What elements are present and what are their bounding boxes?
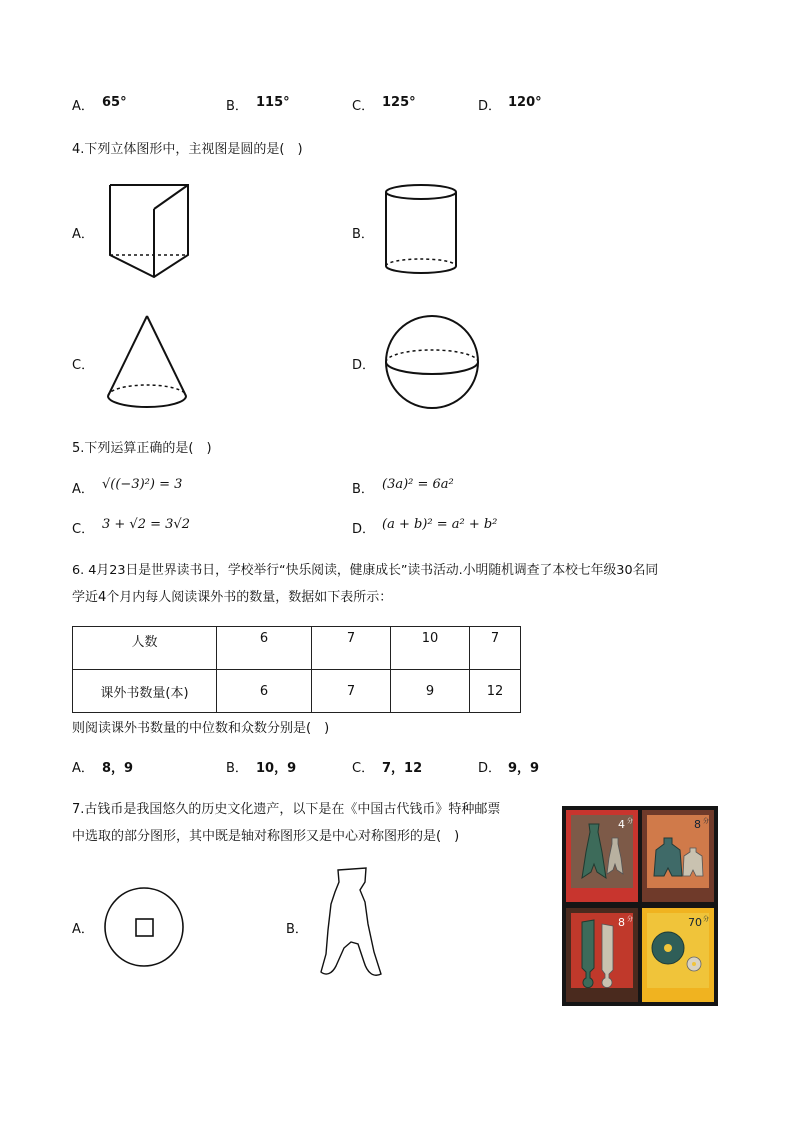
option-letter: B． <box>352 482 374 497</box>
option-text: 8，9 <box>102 761 134 776</box>
cylinder-icon <box>380 180 464 280</box>
stamp-value: 8 <box>694 818 701 831</box>
triangular-prism-icon <box>100 178 200 282</box>
table-header-cell: 人数 <box>73 627 217 670</box>
stamp-value: 70 <box>688 916 702 929</box>
table-row <box>73 670 521 713</box>
q7-stem-line2: 中选取的部分图形，其中既是轴对称图形又是中心对称图形的是( ) <box>72 829 460 844</box>
option-text: 120° <box>508 95 542 110</box>
option-letter: B． <box>226 99 248 114</box>
stamp-unit: 分 <box>627 818 634 825</box>
table-cell: 6 <box>217 627 312 670</box>
option-letter: A． <box>72 922 94 937</box>
cone-icon <box>100 310 194 414</box>
q4-stem: 4.下列立体图形中，主视图是圆的是( ) <box>72 142 303 157</box>
stamp <box>642 908 714 1002</box>
option-letter: D． <box>478 761 502 776</box>
option-letter: A． <box>72 99 94 114</box>
option-letter: D． <box>352 522 376 537</box>
math-expression: (3a)² = 6a² <box>382 477 454 492</box>
option-letter: A． <box>72 227 94 242</box>
table-cell: 9 <box>391 670 470 713</box>
math-expression: √((−3)²) = 3 <box>102 477 183 492</box>
option-text: 125° <box>382 95 416 110</box>
option-text: 7，12 <box>382 761 423 776</box>
stamp <box>642 810 714 902</box>
option-letter: B． <box>286 922 308 937</box>
stamp <box>566 908 638 1002</box>
knife-coin-icon <box>578 918 600 986</box>
option-letter: B． <box>352 227 374 242</box>
option-text: 115° <box>256 95 290 110</box>
spade-coin-outline-icon <box>318 864 388 984</box>
table-cell: 6 <box>217 670 312 713</box>
round-coin-icon <box>686 956 702 972</box>
option-letter: C． <box>72 522 95 537</box>
stamp-unit: 分 <box>627 916 634 923</box>
table-cell: 7 <box>312 670 391 713</box>
option-letter: A． <box>72 482 94 497</box>
spade-coin-icon <box>580 822 608 882</box>
table-cell: 7 <box>312 627 391 670</box>
q6-stem-line2: 学近4个月内每人阅读课外书的数量，数据如下表所示： <box>72 590 393 605</box>
math-expression: 3 + √2 = 3√2 <box>102 517 190 532</box>
stamp-unit: 分 <box>703 916 710 923</box>
option-letter: C． <box>352 99 375 114</box>
table-cell: 10 <box>391 627 470 670</box>
spade-coin-icon <box>606 836 624 876</box>
q6-stem-line1: 6. 4月23日是世界读书日，学校举行“快乐阅读，健康成长”读书活动.小明随机调查了本校七年级30名同 <box>72 563 659 578</box>
option-letter: C． <box>352 761 375 776</box>
q7-stem-line1: 7.古钱币是我国悠久的历史文化遗产，以下是在《中国古代钱币》特种邮票 <box>72 802 501 817</box>
option-text: 10，9 <box>256 761 297 776</box>
stamp-value: 8 <box>618 916 625 929</box>
sphere-icon <box>380 310 484 414</box>
option-letter: D． <box>478 99 502 114</box>
spade-coin-icon <box>652 836 684 880</box>
table-header-cell: 课外书数量(本) <box>73 670 217 713</box>
spade-coin-icon <box>682 846 704 878</box>
option-letter: D． <box>352 358 376 373</box>
table-cell: 7 <box>470 627 521 670</box>
table-row <box>73 627 521 670</box>
math-expression: (a + b)² = a² + b² <box>382 517 498 532</box>
q5-stem: 5.下列运算正确的是( ) <box>72 441 212 456</box>
round-coin-icon <box>650 930 686 966</box>
knife-coin-icon <box>598 922 618 986</box>
option-letter: A． <box>72 761 94 776</box>
reading-data-table <box>72 626 521 713</box>
option-text: 9，9 <box>508 761 540 776</box>
option-letter: C． <box>72 358 95 373</box>
q6-question: 则阅读课外书数量的中位数和众数分别是( ) <box>72 721 330 736</box>
option-text: 65° <box>102 95 127 110</box>
option-letter: B． <box>226 761 248 776</box>
round-coin-square-hole-icon <box>102 885 186 969</box>
table-cell: 12 <box>470 670 521 713</box>
stamp-sheet-image <box>562 806 718 1006</box>
stamp-value: 4 <box>618 818 625 831</box>
stamp <box>566 810 638 902</box>
stamp-unit: 分 <box>703 818 710 825</box>
